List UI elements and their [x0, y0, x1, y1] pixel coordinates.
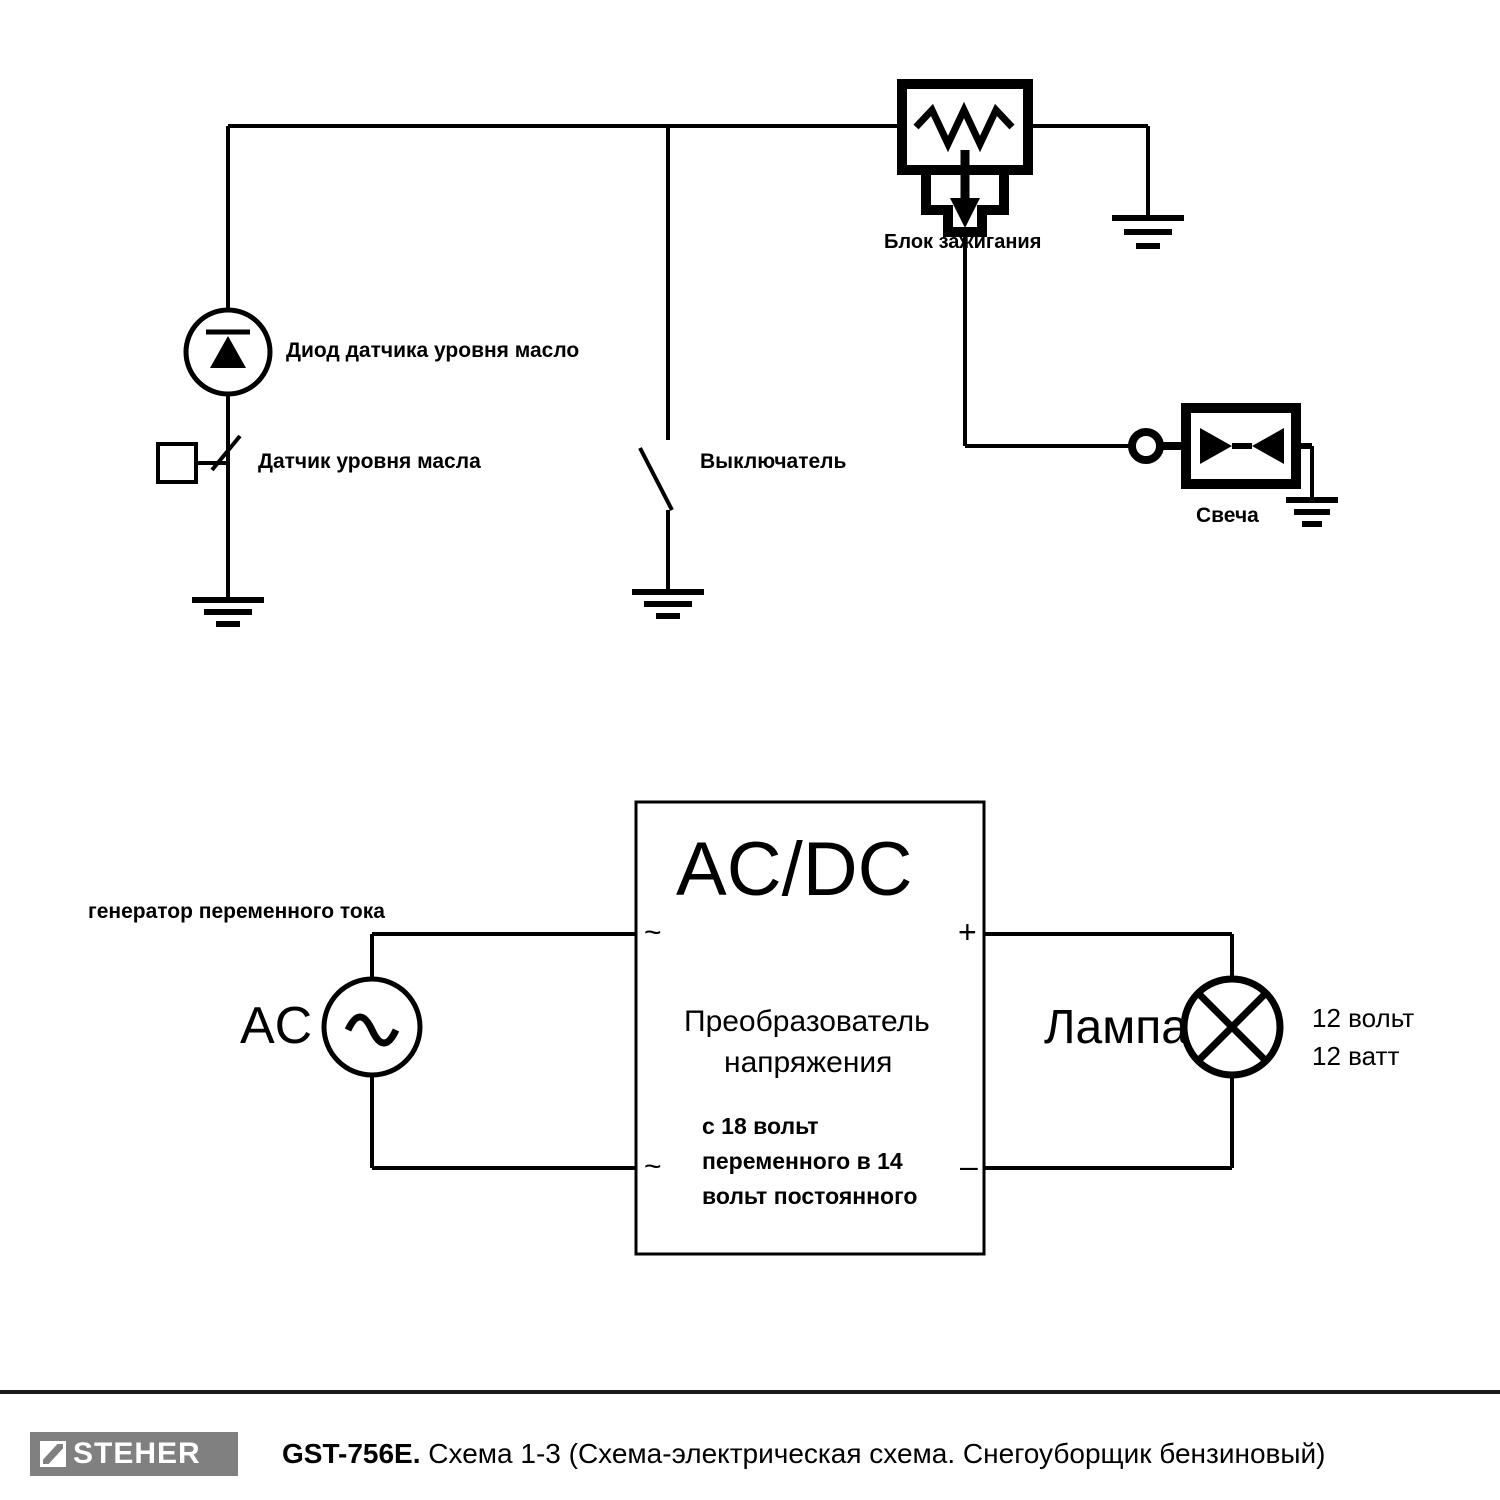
spark-plug-symbol	[1132, 408, 1312, 500]
footer-caption	[282, 1434, 1326, 1474]
footer-divider	[0, 1390, 1500, 1394]
label-converter-title: AC/DC	[676, 827, 913, 912]
ground-symbol-left	[192, 600, 264, 624]
label-spark-plug: Свеча	[1196, 504, 1259, 527]
label-converter-spec-2: переменного в 14	[702, 1148, 903, 1174]
label-oil-level-sensor: Датчик уровня масла	[258, 450, 481, 473]
steher-logo-text: STEHER	[73, 1437, 201, 1470]
label-converter-spec-3: вольт постоянного	[702, 1183, 918, 1209]
label-switch: Выключатель	[700, 450, 847, 473]
label-oil-sensor-diode: Диод датчика уровня масло	[286, 339, 580, 362]
steher-logo-mark-icon	[40, 1441, 66, 1467]
ground-symbol-ignition	[1112, 218, 1184, 246]
label-ignition-block: Блок зажигания	[884, 231, 1042, 253]
label-converter-spec-1: с 18 вольт	[702, 1113, 819, 1139]
footer	[0, 1390, 1500, 1500]
terminal-ac-bottom: ~	[644, 1150, 662, 1183]
label-converter-name-1: Преобразователь	[684, 1005, 930, 1038]
label-lamp: Лампа	[1044, 1001, 1188, 1054]
oil-sensor-box	[158, 444, 196, 482]
terminal-minus: –	[960, 1148, 978, 1184]
lamp-symbol	[1184, 979, 1280, 1075]
label-converter-name-2: напряжения	[724, 1046, 893, 1079]
model-number: GST-756E.	[282, 1438, 421, 1469]
diode-triangle	[210, 336, 246, 368]
steher-logo	[30, 1432, 238, 1476]
label-alternator: генератор переменного тока	[88, 900, 385, 923]
label-lamp-volt: 12 вольт	[1312, 1003, 1415, 1033]
ac-sine-glyph	[348, 1017, 396, 1043]
terminal-plus: +	[958, 914, 977, 950]
ground-symbol-plug	[1286, 500, 1338, 524]
terminal-ac-top: ~	[644, 916, 662, 949]
ignition-arrow	[950, 150, 980, 228]
caption-text: Схема 1-3 (Схема-электрическая схема. Снегоуборщик бензиновый)	[428, 1438, 1326, 1469]
switch-lever	[640, 448, 672, 510]
label-ac-source: AC	[240, 997, 313, 1055]
label-lamp-watt: 12 ватт	[1312, 1041, 1400, 1071]
ground-symbol-switch	[632, 592, 704, 616]
ignition-resistor-zigzag	[916, 110, 1012, 144]
